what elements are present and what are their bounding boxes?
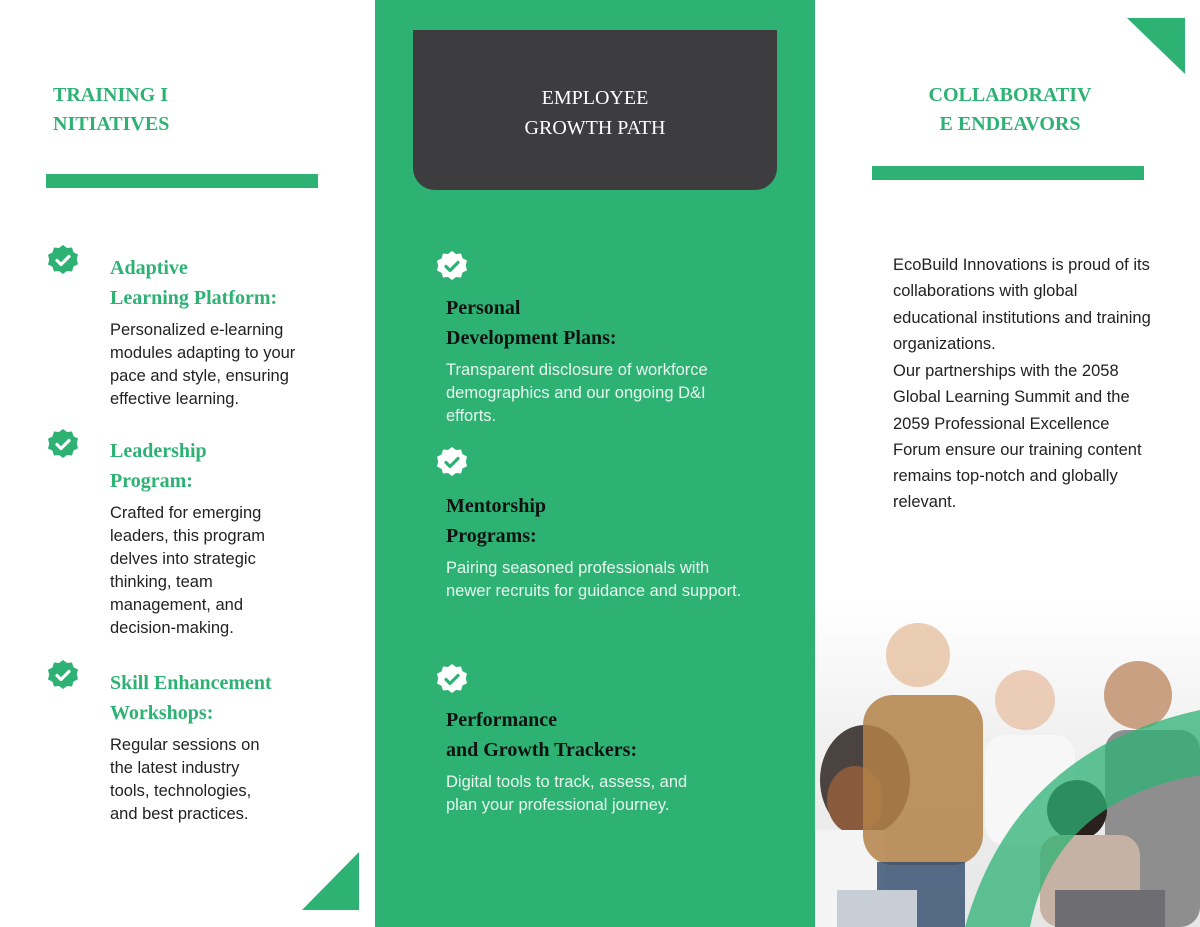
team-photo-illustration [815, 600, 1200, 927]
item-body: Digital tools to track, assess, and plan your professional journey. [446, 773, 688, 814]
right-paragraph-2: Our partnerships with the 2058 Global Learning Summit and the 2059 Professional Excellence Forum ensure our training content remains top-notch and globally relevant. [893, 362, 1142, 512]
item-body: Regular sessions on the latest industry tools, technologies, and best practices. [110, 736, 260, 823]
team-photo [815, 600, 1200, 927]
middle-item-1 [446, 293, 756, 428]
left-item-2 [47, 428, 79, 465]
left-title-underline [46, 174, 318, 188]
left-title: TRAINING INITIATIVES [53, 84, 170, 135]
item-body: Transparent disclosure of workforce demographics and our ongoing D&I efforts. [446, 361, 708, 425]
item-heading: Program: [110, 470, 193, 492]
item-heading: Personal [446, 297, 521, 319]
left-item-1 [47, 244, 79, 281]
check-badge-icon [436, 663, 468, 695]
check-badge-icon [436, 446, 468, 478]
item-heading: Skill Enhancement [110, 672, 272, 694]
right-title-underline [872, 166, 1144, 180]
corner-triangle-decoration [302, 852, 359, 910]
corner-triangle-decoration [1127, 18, 1185, 74]
left-item-1-text [110, 253, 330, 411]
item-heading: Performance [446, 709, 558, 731]
item-body: Pairing seasoned professionals with newer recruits for guidance and support. [446, 559, 742, 600]
item-heading: Leadership [110, 440, 207, 462]
item-heading: Mentorship [446, 495, 546, 517]
item-heading: Development Plans: [446, 327, 617, 349]
check-badge-icon [47, 428, 79, 460]
item-heading: Workshops: [110, 702, 214, 724]
item-heading: and Growth Trackers: [446, 739, 638, 761]
left-item-3 [47, 659, 79, 696]
check-badge-icon [47, 244, 79, 276]
item-heading: Learning Platform: [110, 287, 278, 309]
middle-title-box [413, 30, 777, 190]
item-heading: Adaptive [110, 257, 188, 279]
check-badge-icon [436, 250, 468, 282]
left-item-2-text [110, 436, 330, 640]
check-badge-icon [47, 659, 79, 691]
right-paragraph-1: EcoBuild Innovations is proud of its collaborations with global educational institutions and training organizations. [893, 256, 1151, 353]
right-title: COLLABORATIVE ENDEAVORS [928, 84, 1092, 135]
middle-panel [375, 0, 815, 927]
middle-title: EMPLOYEE GROWTH PATH [524, 87, 666, 139]
item-heading: Programs: [446, 525, 537, 547]
item-body: Personalized e-learning modules adapting to your pace and style, ensuring effective learning. [110, 321, 296, 408]
middle-item-2 [446, 491, 756, 603]
item-body: Crafted for emerging leaders, this program delves into strategic thinking, team management, and decision-making. [110, 504, 265, 637]
middle-item-3 [446, 705, 756, 817]
left-item-3-text [110, 668, 330, 826]
